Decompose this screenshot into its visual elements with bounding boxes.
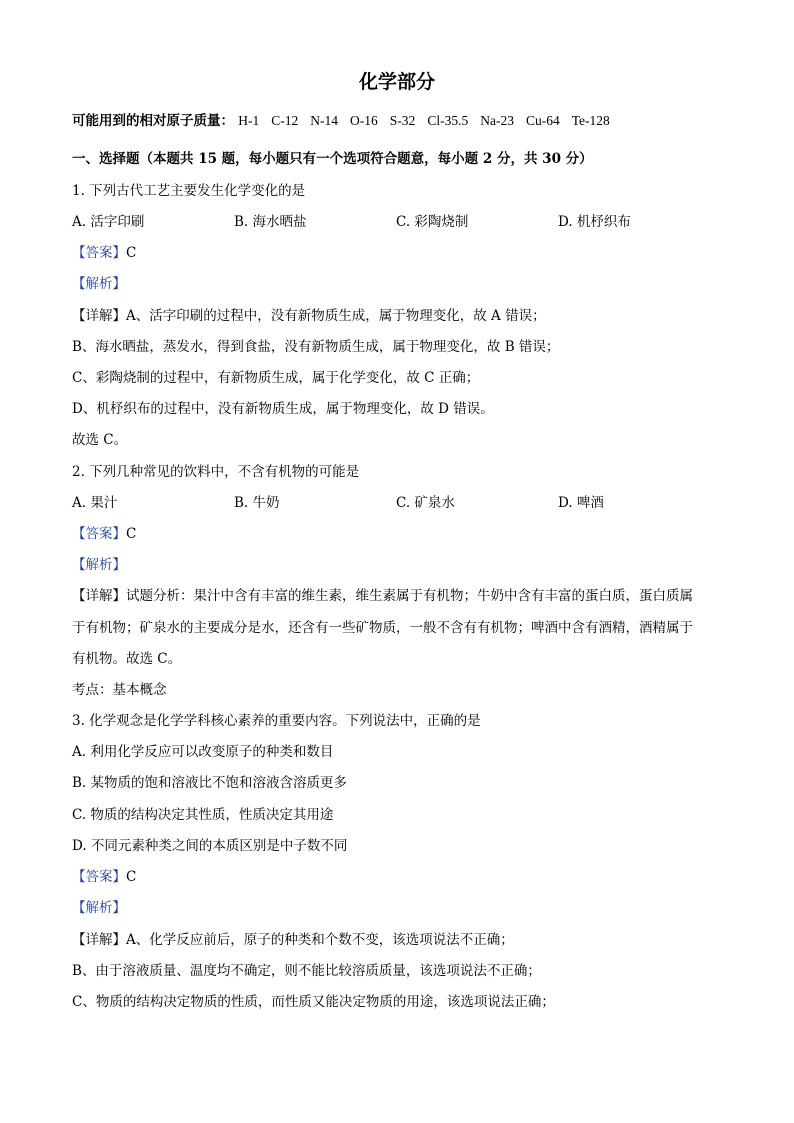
question-2-detail-line: 有机物。故选 C。 bbox=[72, 651, 182, 667]
atomic-mass-line bbox=[72, 112, 622, 130]
question-3-answer bbox=[72, 868, 136, 886]
question-2-knowledge-point: 考点：基本概念 bbox=[72, 682, 167, 698]
answer-value: C bbox=[126, 245, 137, 261]
question-2-analysis-tag: 【解析】 bbox=[72, 557, 126, 573]
detail-tag: 【详解】 bbox=[72, 932, 126, 948]
question-1-option-a: A. 活字印刷 bbox=[72, 214, 145, 230]
question-1-option-b: B. 海水晒盐 bbox=[234, 214, 307, 230]
question-1-conclusion: 故选 C。 bbox=[72, 432, 128, 448]
answer-tag: 【答案】 bbox=[72, 869, 126, 885]
atomic-mass-label: 可能用到的相对原子质量： bbox=[72, 113, 234, 129]
atomic-mass-list bbox=[238, 113, 621, 128]
mass-item: Cl-35.5 bbox=[427, 113, 469, 128]
answer-value: C bbox=[126, 526, 137, 542]
question-2-option-c: C. 矿泉水 bbox=[396, 495, 455, 511]
question-3-detail-line: B、由于溶液质量、温度均不确定，则不能比较溶质质量，该选项说法不正确； bbox=[72, 963, 541, 979]
question-2-detail-line bbox=[72, 587, 693, 605]
mass-item: Te-128 bbox=[571, 113, 610, 128]
detail-text: A、活字印刷的过程中，没有新物质生成，属于物理变化，故 A 错误； bbox=[126, 308, 546, 324]
mass-item: Na-23 bbox=[480, 113, 514, 128]
question-1-detail-line bbox=[72, 307, 546, 325]
question-1-answer bbox=[72, 244, 136, 262]
question-2-option-a: A. 果汁 bbox=[72, 495, 118, 511]
question-2-detail-line: 于有机物；矿泉水的主要成分是水，还含有一些矿物质，一般不含有有机物；啤酒中含有酒精，酒精属于 bbox=[72, 620, 693, 636]
question-3-detail-line bbox=[72, 931, 514, 949]
question-3-option-b: B. 某物质的饱和溶液比不饱和溶液含溶质更多 bbox=[72, 775, 348, 791]
answer-tag: 【答案】 bbox=[72, 526, 126, 542]
detail-text: 试题分析：果汁中含有丰富的维生素，维生素属于有机物；牛奶中含有丰富的蛋白质，蛋白质属 bbox=[126, 588, 693, 604]
mass-item: H-1 bbox=[238, 113, 260, 128]
detail-tag: 【详解】 bbox=[72, 308, 126, 324]
question-3-analysis-tag: 【解析】 bbox=[72, 900, 126, 916]
detail-tag: 【详解】 bbox=[72, 588, 126, 604]
mass-item: N-14 bbox=[310, 113, 339, 128]
mass-item: O-16 bbox=[350, 113, 378, 128]
question-3-option-a: A. 利用化学反应可以改变原子的种类和数目 bbox=[72, 744, 334, 760]
question-3-stem: 3. 化学观念是化学学科核心素养的重要内容。下列说法中，正确的是 bbox=[72, 713, 481, 729]
mass-item: Cu-64 bbox=[525, 113, 560, 128]
question-3-detail-line: C、物质的结构决定物质的性质，而性质又能决定物质的用途，该选项说法正确； bbox=[72, 994, 555, 1010]
mass-item: S-32 bbox=[389, 113, 416, 128]
detail-text: A、化学反应前后，原子的种类和个数不变，该选项说法不正确； bbox=[126, 932, 514, 948]
mass-item: C-12 bbox=[271, 113, 299, 128]
question-1-analysis-tag: 【解析】 bbox=[72, 276, 126, 292]
answer-value: C bbox=[126, 869, 137, 885]
question-2-option-d: D. 啤酒 bbox=[558, 495, 604, 511]
question-1-detail-line: C、彩陶烧制的过程中，有新物质生成，属于化学变化，故 C 正确； bbox=[72, 370, 480, 386]
section-heading: 一、选择题（本题共 15 题，每小题只有一个选项符合题意，每小题 2 分，共 30 分） bbox=[72, 151, 593, 167]
question-2-stem: 2. 下列几种常见的饮料中，不含有机物的可能是 bbox=[72, 464, 360, 480]
page-title: 化学部分 bbox=[358, 71, 435, 93]
question-1-stem: 1. 下列古代工艺主要发生化学变化的是 bbox=[72, 183, 306, 199]
question-1-detail-line: D、机杼织布的过程中，没有新物质生成，属于物理变化，故 D 错误。 bbox=[72, 401, 494, 417]
question-1-detail-line: B、海水晒盐，蒸发水，得到食盐，没有新物质生成，属于物理变化，故 B 错误； bbox=[72, 339, 560, 355]
question-2-answer bbox=[72, 525, 136, 543]
question-1-option-c: C. 彩陶烧制 bbox=[396, 214, 469, 230]
question-2-option-b: B. 牛奶 bbox=[234, 495, 280, 511]
question-3-option-c: C. 物质的结构决定其性质，性质决定其用途 bbox=[72, 807, 334, 823]
answer-tag: 【答案】 bbox=[72, 245, 126, 261]
question-3-option-d: D. 不同元素种类之间的本质区别是中子数不同 bbox=[72, 838, 348, 854]
question-1-option-d: D. 机杼织布 bbox=[558, 214, 631, 230]
